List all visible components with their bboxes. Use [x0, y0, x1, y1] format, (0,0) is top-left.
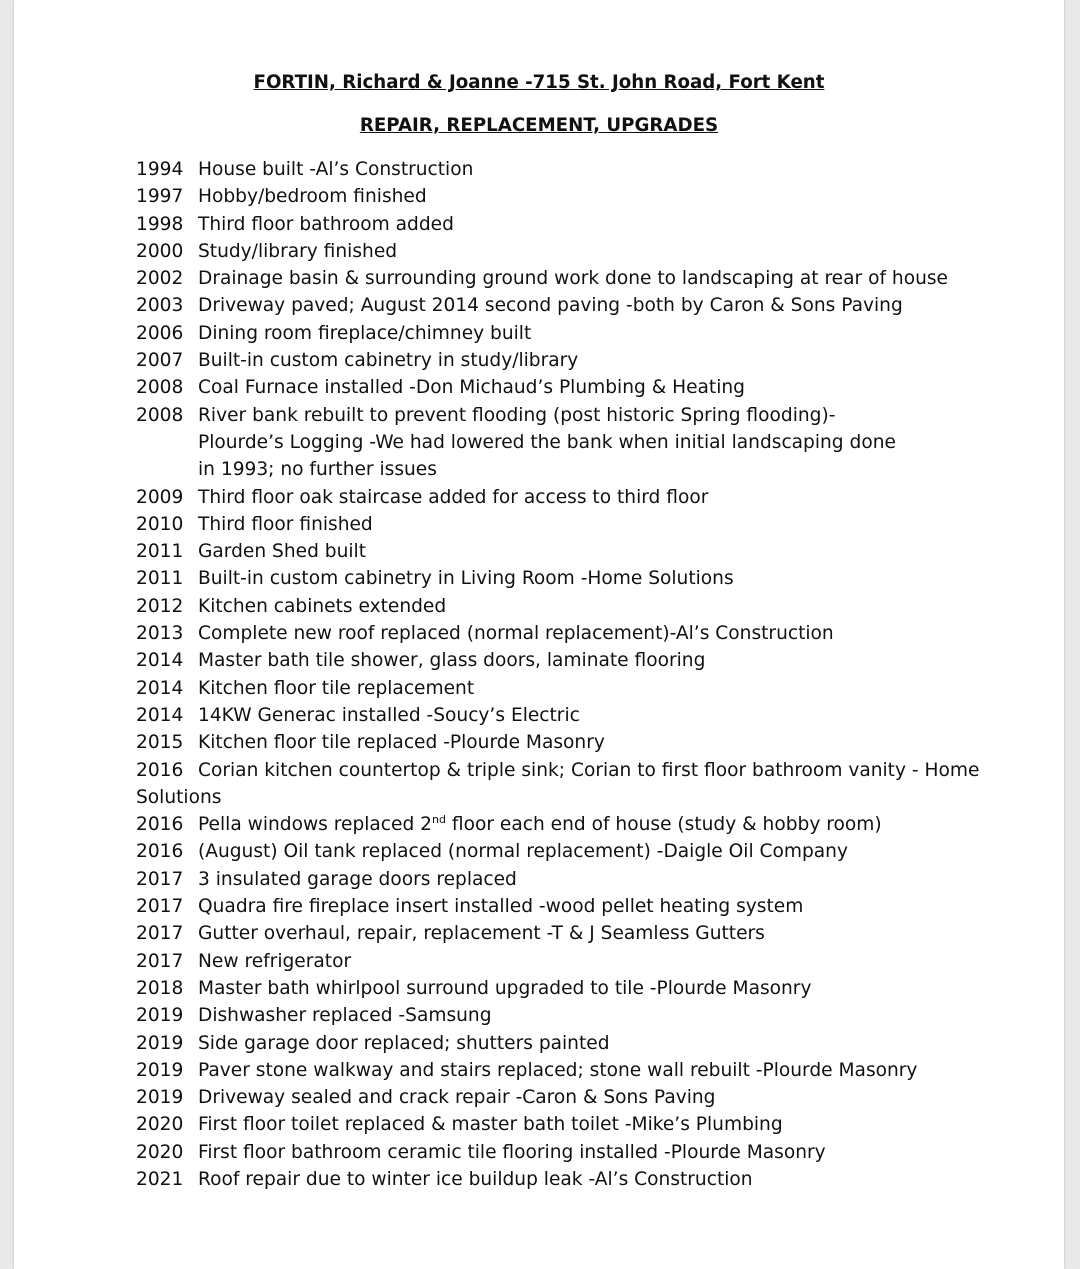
list-item: [136, 292, 1016, 319]
entry-year: 2019: [136, 1005, 184, 1027]
entry-text-part: Pella windows replaced 2: [198, 814, 433, 836]
entry-year: 2011: [136, 568, 184, 590]
entry-text-part: floor each end of house (study & hobby room): [445, 814, 882, 836]
entry-year: 2012: [136, 595, 184, 617]
entry-text: (August) Oil tank replaced (normal replacement) -Daigle Oil Company: [198, 841, 848, 863]
list-item: [136, 511, 1016, 538]
entry-year: 2017: [136, 923, 184, 945]
entry-text: First floor toilet replaced & master bath toilet -Mike’s Plumbing: [198, 1114, 783, 1136]
entry-text: Driveway sealed and crack repair -Caron & Sons Paving: [198, 1087, 716, 1109]
entry-year: 2011: [136, 541, 184, 563]
entry-year: 2009: [136, 486, 184, 508]
entry-year: 2021: [136, 1168, 184, 1190]
entry-text: River bank rebuilt to prevent flooding (post historic Spring flooding)-Plourde’s Logging -We had lowered the bank when initial landscaping done in 1993; no further issues: [198, 404, 896, 481]
document-title: FORTIN, Richard & Joanne -715 St. John Road, Fort Kent: [253, 72, 825, 93]
list-item: [136, 211, 1016, 238]
entry-year: 2016: [136, 759, 184, 781]
entry-text: Third floor oak staircase added for access to third floor: [198, 486, 709, 508]
list-item: [136, 1139, 1016, 1166]
entry-year: 2008: [136, 377, 184, 399]
entry-year: 2020: [136, 1141, 184, 1163]
entry-text: Master bath tile shower, glass doors, laminate flooring: [198, 650, 706, 672]
entry-text: Quadra fire fireplace insert installed -wood pellet heating system: [198, 896, 804, 918]
entry-year: 2019: [136, 1059, 184, 1081]
entry-text: Driveway paved; August 2014 second paving -both by Caron & Sons Paving: [198, 295, 903, 317]
entry-text: Complete new roof replaced (normal replacement)-Al’s Construction: [198, 623, 834, 645]
entry-year: 2014: [136, 650, 184, 672]
list-item: [136, 538, 1016, 565]
entry-year: 2003: [136, 295, 184, 317]
entry-year: 2013: [136, 623, 184, 645]
entry-year: 1994: [136, 159, 184, 180]
entry-year: 2020: [136, 1114, 184, 1136]
entry-year: 2000: [136, 240, 184, 262]
entry-text: Kitchen cabinets extended: [198, 595, 447, 617]
entry-year: 1997: [136, 186, 184, 208]
entry-year: 2017: [136, 950, 184, 972]
entry-text: Drainage basin & surrounding ground work done to landscaping at rear of house: [198, 268, 948, 290]
entry-year: 2019: [136, 1087, 184, 1109]
entry-text: Third floor finished: [198, 513, 373, 535]
entry-year: 2007: [136, 350, 184, 372]
list-item: [136, 1030, 1016, 1057]
list-item: [136, 265, 1016, 292]
entry-year: 2016: [136, 814, 184, 836]
entry-year: 2014: [136, 677, 184, 699]
list-item: [136, 320, 1016, 347]
entry-year: 2017: [136, 896, 184, 918]
entry-year: 2018: [136, 977, 184, 999]
list-item: [136, 374, 1016, 401]
entry-text: New refrigerator: [198, 950, 352, 972]
list-item: [136, 702, 1016, 729]
entry-text: 3 insulated garage doors replaced: [198, 868, 517, 890]
list-item: [136, 156, 1016, 183]
list-item: [136, 838, 1016, 865]
list-item: [136, 1084, 1016, 1111]
entry-text: Dining room fireplace/chimney built: [198, 322, 532, 344]
entry-year: 1998: [136, 213, 184, 235]
list-item: [136, 757, 1016, 812]
list-item: [136, 1057, 1016, 1084]
document-subtitle: REPAIR, REPLACEMENT, UPGRADES: [359, 115, 719, 136]
entry-text: Master bath whirlpool surround upgraded to tile -Plourde Masonry: [198, 977, 812, 999]
entry-text: Study/library finished: [198, 240, 398, 262]
entry-text: Roof repair due to winter ice buildup leak -Al’s Construction: [198, 1168, 753, 1190]
entry-year: 2002: [136, 268, 184, 290]
list-item: [136, 593, 1016, 620]
list-item: [136, 484, 1016, 511]
entry-text: Built-in custom cabinetry in study/library: [198, 350, 579, 372]
entry-year: 2010: [136, 513, 184, 535]
list-item: [136, 948, 1016, 975]
list-item: [136, 1166, 1016, 1193]
entry-text: Garden Shed built: [198, 541, 367, 563]
list-item: [136, 920, 1016, 947]
entry-year: 2014: [136, 704, 184, 726]
list-item: [136, 729, 1016, 756]
entry-text: Gutter overhaul, repair, replacement -T & J Seamless Gutters: [198, 923, 765, 945]
list-item: [136, 402, 1016, 484]
entry-text: Corian kitchen countertop & triple sink; Corian to first floor bathroom vanity - Home Solutions: [136, 759, 980, 808]
list-item: [136, 1111, 1016, 1138]
list-item: [136, 866, 1016, 893]
entry-text: Third floor bathroom added: [198, 213, 454, 235]
entry-text: [198, 811, 1016, 838]
ordinal-suffix: nd: [432, 812, 446, 826]
entry-year: 2015: [136, 732, 184, 754]
entry-year: 2008: [136, 404, 184, 426]
list-item: [136, 1002, 1016, 1029]
list-item: [136, 238, 1016, 265]
list-item: [136, 183, 1016, 210]
list-item: [136, 975, 1016, 1002]
entry-text: First floor bathroom ceramic tile flooring installed -Plourde Masonry: [198, 1141, 826, 1163]
entry-text: Dishwasher replaced -Samsung: [198, 1005, 492, 1027]
entry-text: Side garage door replaced; shutters painted: [198, 1032, 610, 1054]
entry-text: Built-in custom cabinetry in Living Room -Home Solutions: [198, 568, 734, 590]
list-item: [136, 811, 1016, 838]
list-item: [136, 347, 1016, 374]
entry-text: 14KW Generac installed -Soucy’s Electric: [198, 704, 580, 726]
entry-year: 2019: [136, 1032, 184, 1054]
list-item: [136, 893, 1016, 920]
entry-text: Kitchen floor tile replaced -Plourde Masonry: [198, 732, 605, 754]
entry-text: Hobby/bedroom finished: [198, 186, 427, 208]
entry-list: [136, 156, 1016, 1193]
list-item: [136, 675, 1016, 702]
entry-year: 2017: [136, 868, 184, 890]
list-item: [136, 565, 1016, 592]
entry-text: Coal Furnace installed -Don Michaud’s Plumbing & Heating: [198, 377, 745, 399]
entry-year: 2016: [136, 841, 184, 863]
entry-text: Paver stone walkway and stairs replaced; stone wall rebuilt -Plourde Masonry: [198, 1059, 918, 1081]
entry-text: House built -Al’s Construction: [198, 159, 474, 180]
entry-text: Kitchen floor tile replacement: [198, 677, 475, 699]
list-item: [136, 620, 1016, 647]
list-item: [136, 647, 1016, 674]
entry-year: 2006: [136, 322, 184, 344]
